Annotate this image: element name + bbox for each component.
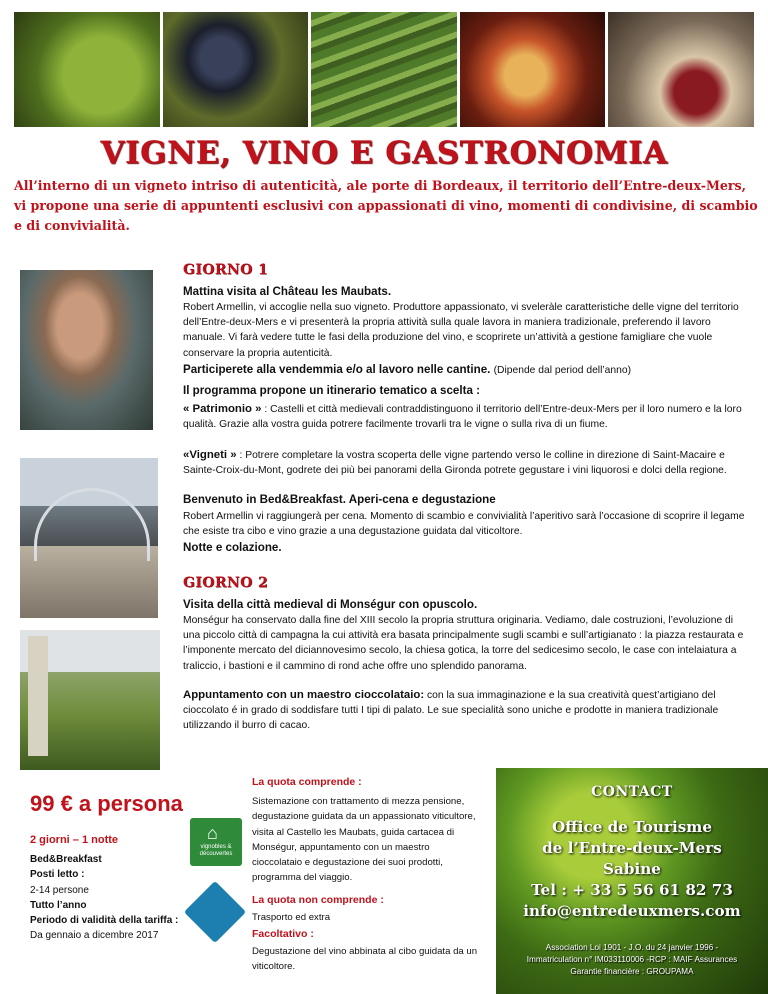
day1-heading: GIORNO 1 [183,262,269,278]
legal-line-3: Garantie financière : GROUPAMA [570,967,694,976]
beds-value: 2-14 persone [30,884,89,896]
offer-details [30,852,185,944]
bnb-text: Robert Armellin vi raggiungerà per cena. Momento di scambio e convivialità l’aperitivo sarà l’occasione di scoprire il legame che esiste tra cibo e vino grazie a una degustazione guidata dal viticoltore. [183,511,745,538]
page-title: VIGNE, VINO E GASTRONOMIA [100,135,668,171]
patrimonio-paragraph [183,402,748,432]
legal-line-1: Association Loi 1901 - J.O. du 24 janvier 1996 - [545,943,719,952]
vigneti-paragraph [183,448,748,478]
beds-label: Posti letto : [30,869,85,881]
intro-text: All’interno di un vigneto intriso di autenticità, ale porte di Bordeaux, il territorio dell’Entre-deux-Mers, vi propone una serie di appuntenti esclusivi con appassionati di vino, momenti di condivisine, di scambio e di convivialità. [14,178,758,233]
patrimonio-label: « Patrimonio » [183,403,262,415]
grapes-photo [163,12,309,127]
contact-phone[interactable]: Tel : + 33 5 56 61 82 73 [531,881,733,899]
chocolatier-heading: Appuntamento con un maestro cioccolataio: [183,689,425,701]
legal-line-2: Immatriculation n° IM033110006 -RCP : MAIF Assurances [526,955,738,964]
house-icon: ⌂ [207,823,218,843]
bnb-heading: Benvenuto in Bed&Breakfast. Aperi-cena e degustazione [183,493,496,506]
gate-pillar [28,636,48,756]
day1-morning-heading: Mattina visita al Château les Maubats. [183,285,392,298]
season: Tutto l’anno [30,899,87,911]
night-heading: Notte e colazione. [183,541,282,554]
validity-label: Periodo di validità della tariffa : [30,915,179,927]
office-line-2: de l’Entre-deux-Mers [542,839,722,857]
patrimonio-text: : Castelli et città medievali contraddistinguono il territorio dell’Entre-deux-Mers per il loro numero e la loro qualità. Grazie alla vostra guida potrere facilmente trovarli tra le vigne o sulla riva di un fiume. [183,404,742,431]
vineyard-rows-photo [311,12,457,127]
header-photo-banner [14,12,754,127]
wine-glass-photo [608,12,754,127]
contact-name: Sabine [603,860,661,878]
vigneti-text: : Potrere completare la vostra scoperta delle vigne partendo verso le colline in direzione di Saint-Macaire e Sainte-Croix-du-Mont, godrete dei più bei panorami della Gironda potrete gegustare i vini liquorosi e dolci della regione. [183,450,727,477]
chocolatier-text: con la sua immaginazione e la sua creatività quest’artigiano del cioccolato é in grado di soddisfare tutti I tipi di palato. Le sue specialità sono uniche e prodotte in maniera tradizionale utilizzando il burro di cacao. [183,690,719,732]
optional-label: Facoltativo : [252,928,314,940]
excluded-text: Trasporto ed extra [252,912,331,923]
validity-value: Da gennaio a dicembre 2017 [30,930,159,942]
office-line-1: Office de Tourisme [551,818,713,836]
vignobles-decouvertes-logo [190,818,242,866]
winemaker-photo [20,270,153,430]
day2-heading: GIORNO 2 [183,575,269,591]
lodging: Bed&Breakfast [30,854,102,865]
logo-label: vignobles & découvertes [199,844,233,857]
price: 99 € a persona [30,791,183,816]
vine-leaf-photo [14,12,160,127]
contact-title: CONTACT [591,784,673,800]
day2-visit-heading: Visita della città medieval di Monségur con opuscolo. [183,598,478,611]
day1-program-heading: Il programma propone un itinerario tematico a scelta : [183,384,480,397]
duration: 2 giorni – 1 notte [30,834,119,846]
day1-harvest-heading [183,363,631,376]
food-photo [460,12,606,127]
day2-visit-text: Monségur ha conservato dalla fine del XIII secolo la propria struttura originaria. Vediamo, dale costruzioni, l’evoluzione di una piccolo città di campagna la cui attività era basata principalmente sugli scambi e sull’artigianato : la piazza restaurata e l’imponente mercato del diciannovesimo secolo, la chiesa gotica, la torre del sedicesimo secolo, le case con intelaiatura a traliccio, i bastioni e il cammino di rond ache offre uno splendido panorama. [183,615,744,672]
excluded-label: La quota non comprende : [252,894,384,906]
optional-text: Degustazione del vino abbinata al cibo guidata da un viticoltore. [252,946,478,973]
included-text: Sistemazione con trattamento di mezza pensione, degustazione guidata da un appassionato viticultore, visita al Castello les Maubats, guida cartacea di Monségur, appuntamento con un maestro cioccolataio e degustazione dei suoi prodotti, programma del viaggio. [252,796,476,884]
harvest-note: (Dipende dal period dell’anno) [493,365,631,376]
included-label: La quota comprende : [252,776,362,788]
harvest-label: Participerete alla vendemmia e/o al lavoro nelle cantine. [183,363,491,376]
vigneti-label: «Vigneti » [183,449,237,461]
contact-email[interactable]: info@entredeuxmers.com [523,902,741,920]
day1-morning-text: Robert Armellin, vi accoglie nella suo vigneto. Produttore appassionato, vi sveleràle caratteristiche delle vigne del territorio dell’Entre-deux-Mers e vi presenterà la propria attività sulla quale lavora in maniera tradizionale, preferendo il lavoro manuale. Vi farà vedere tutte le fasi della produzione del vino, e scoprirete un’attività a gestione famigliare che vuole conservare la propria autenticità. [183,302,739,359]
chocolatier-paragraph [183,688,748,734]
blue-diamond-logo [184,881,246,943]
